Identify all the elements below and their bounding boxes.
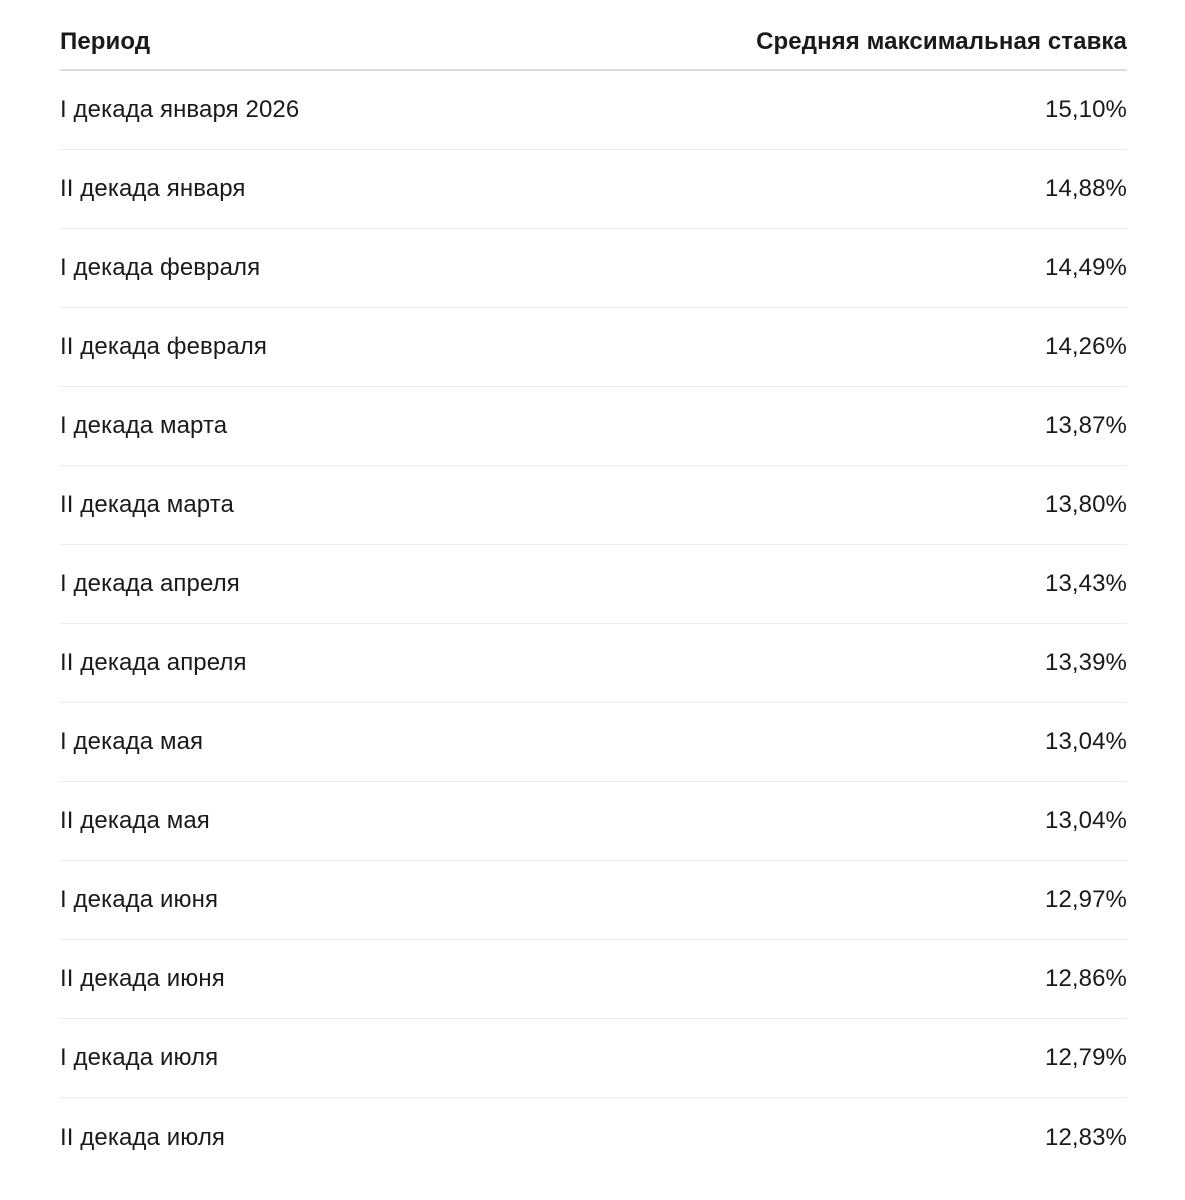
period-cell: I декада марта: [60, 412, 228, 439]
table-row: [60, 229, 1127, 308]
rate-cell: 13,43%: [1045, 570, 1127, 597]
rate-cell: 12,86%: [1045, 965, 1127, 992]
period-cell: I декада апреля: [60, 570, 240, 597]
period-cell: II декада января: [60, 175, 246, 202]
rate-cell: 12,79%: [1045, 1044, 1127, 1071]
rate-cell: 13,04%: [1045, 728, 1127, 755]
rate-cell: 13,39%: [1045, 649, 1127, 676]
period-cell: II декада июня: [60, 965, 225, 992]
column-header-rate: Средняя максимальная ставка: [756, 27, 1127, 55]
rates-table: [60, 0, 1127, 1177]
table-row: [60, 940, 1127, 1019]
period-cell: I декада февраля: [60, 254, 261, 281]
rate-cell: 13,04%: [1045, 807, 1127, 834]
table-row: [60, 861, 1127, 940]
table-row: [60, 387, 1127, 466]
table-row: [60, 782, 1127, 861]
rate-cell: 13,80%: [1045, 491, 1127, 518]
table-row: [60, 150, 1127, 229]
period-cell: II декада апреля: [60, 649, 247, 676]
rate-cell: 14,26%: [1045, 333, 1127, 360]
rate-cell: 12,97%: [1045, 886, 1127, 913]
period-cell: I декада июля: [60, 1044, 219, 1071]
period-cell: I декада июня: [60, 886, 219, 913]
rate-cell: 15,10%: [1045, 96, 1127, 123]
table-row: [60, 71, 1127, 150]
rate-cell: 12,83%: [1045, 1123, 1127, 1151]
table-header: [60, 0, 1127, 71]
rate-cell: 14,49%: [1045, 254, 1127, 281]
period-cell: I декада января 2026: [60, 96, 300, 123]
table-body: [60, 71, 1127, 1177]
table-row: [60, 624, 1127, 703]
table-row: [60, 308, 1127, 387]
period-cell: I декада мая: [60, 728, 204, 755]
rate-cell: 13,87%: [1045, 412, 1127, 439]
table-row: [60, 466, 1127, 545]
table-row: [60, 1098, 1127, 1177]
period-cell: II декада февраля: [60, 333, 267, 360]
table-row: [60, 545, 1127, 624]
table-row: [60, 1019, 1127, 1098]
column-header-period: Период: [60, 27, 151, 55]
rate-cell: 14,88%: [1045, 175, 1127, 202]
period-cell: II декада мая: [60, 807, 210, 834]
period-cell: II декада июля: [60, 1123, 226, 1151]
period-cell: II декада марта: [60, 491, 234, 518]
table-row: [60, 703, 1127, 782]
